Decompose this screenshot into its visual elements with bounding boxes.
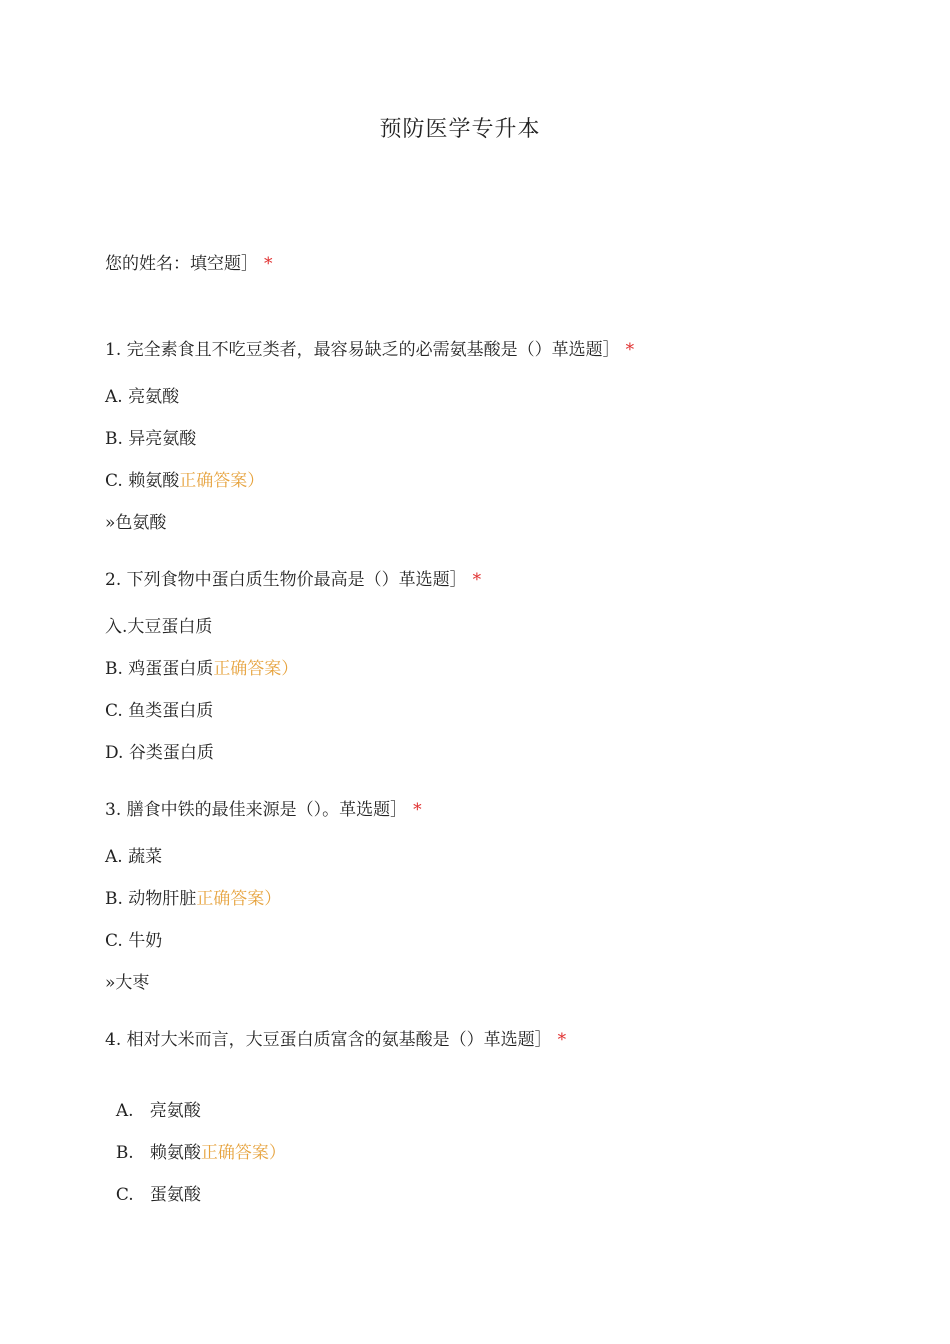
question-2-option-c[interactable] [105,699,213,723]
question-2-text: 2. 下列食物中蛋白质生物价最高是（）革选题］ [105,570,467,590]
correct-answer-mark: 正确答案） [213,659,299,679]
question-2 [105,568,481,592]
question-2-option-a[interactable] [105,615,212,639]
option-label: B. 动物肝脏 [105,889,197,909]
option-label: B. 鸡蛋蛋白质 [105,659,214,679]
option-label: 入.大豆蛋白质 [105,617,213,637]
option-label: A. 亮氨酸 [115,1101,201,1121]
question-4 [105,1028,566,1052]
name-field-label [105,252,273,276]
option-label: »大枣 [105,973,150,993]
question-1-option-d[interactable] [105,511,166,535]
question-3-option-c[interactable] [105,929,162,953]
option-label: B. 赖氨酸 [115,1143,201,1163]
correct-answer-mark: 正确答案） [200,1143,286,1163]
question-3 [105,798,422,822]
option-label: B. 异亮氨酸 [105,429,197,449]
option-label: C. 蛋氨酸 [115,1185,201,1205]
question-1-option-b[interactable] [105,427,196,451]
option-label: C. 鱼类蛋白质 [105,701,214,721]
name-field-text: 您的姓名：填空题］ [105,254,258,274]
option-label: C. 牛奶 [105,931,163,951]
correct-answer-mark: 正确答案） [179,471,265,491]
question-2-option-b[interactable] [105,657,298,681]
question-3-option-a[interactable] [105,845,162,869]
question-1-option-c[interactable] [105,469,264,493]
option-label: D. 谷类蛋白质 [105,743,214,763]
question-4-text: 4. 相对大米而言，大豆蛋白质富含的氨基酸是（）革选题］ [105,1030,552,1050]
correct-answer-mark: 正确答案） [196,889,282,909]
required-star: * [413,800,422,820]
required-star: * [472,570,482,590]
option-label: »色氨酸 [105,513,167,533]
question-1-text: 1. 完全素食且不吃豆类者，最容易缺乏的必需氨基酸是（）革选题］ [105,340,620,360]
required-star: * [557,1030,567,1050]
question-3-option-b[interactable] [105,887,281,911]
question-1 [105,338,634,362]
question-3-text: 3. 膳食中铁的最佳来源是（）。革选题］ [105,800,408,820]
question-2-option-d[interactable] [105,741,214,765]
option-label: A. 蔬菜 [105,847,163,867]
page-title: 预防医学专升本 [379,117,541,142]
required-star: * [625,340,635,360]
option-label: A. 亮氨酸 [105,387,180,407]
question-4-option-b[interactable] [105,1117,286,1165]
question-4-option-a[interactable] [105,1075,201,1123]
question-4-option-c[interactable] [105,1159,201,1207]
option-label: C. 赖氨酸 [105,471,180,491]
question-3-option-d[interactable] [105,971,149,995]
question-1-option-a[interactable] [105,385,179,409]
required-star: * [264,254,273,274]
